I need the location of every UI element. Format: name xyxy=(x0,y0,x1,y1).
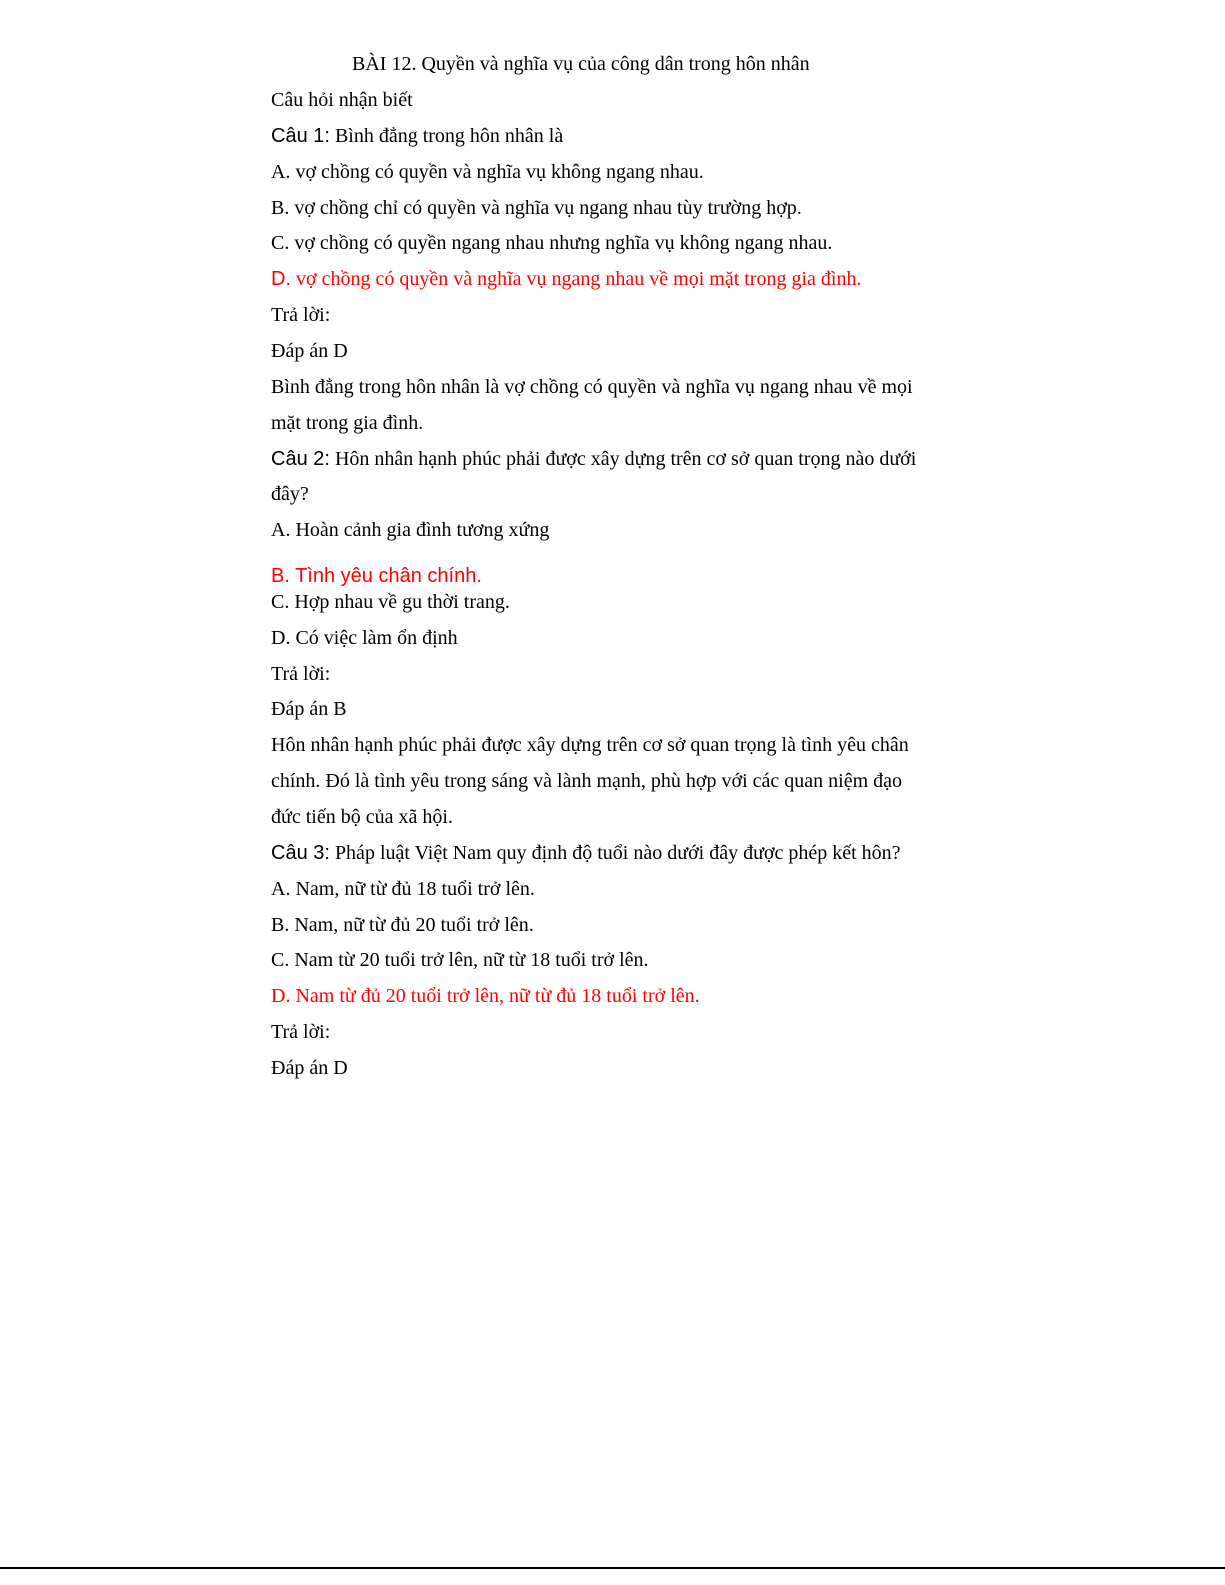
question-3-option-a: A. Nam, nữ từ đủ 18 tuổi trở lên. xyxy=(271,878,535,900)
question-2-label: Câu 2: xyxy=(271,448,330,470)
question-2-explanation-line-3: đức tiến bộ của xã hội. xyxy=(271,806,453,828)
question-3-label: Câu 3: xyxy=(271,842,330,864)
question-1-explanation-line-2: mặt trong gia đình. xyxy=(271,412,424,434)
question-3-option-b: B. Nam, nữ từ đủ 20 tuổi trở lên. xyxy=(271,914,534,936)
question-2-answer-label: Trả lời: xyxy=(271,663,331,685)
question-2-answer: Đáp án B xyxy=(271,698,347,720)
question-3 xyxy=(271,841,901,865)
page-bottom-rule xyxy=(0,1567,1225,1569)
question-3-answer-label: Trả lời: xyxy=(271,1021,331,1043)
question-2-option-c: C. Hợp nhau về gu thời trang. xyxy=(271,591,510,613)
question-2-option-d: D. Có việc làm ổn định xyxy=(271,627,458,649)
question-1-label: Câu 1: xyxy=(271,125,330,147)
section-label: Câu hỏi nhận biết xyxy=(271,89,413,111)
question-1-text: Bình đẳng trong hôn nhân là xyxy=(329,125,564,147)
question-1-explanation-line-1: Bình đẳng trong hôn nhân là vợ chồng có quyền và nghĩa vụ ngang nhau về mọi xyxy=(271,376,913,398)
question-1-option-a: A. vợ chồng có quyền và nghĩa vụ không ngang nhau. xyxy=(271,161,704,183)
question-2 xyxy=(271,447,916,471)
question-3-option-c: C. Nam từ 20 tuổi trở lên, nữ từ 18 tuổi trở lên. xyxy=(271,949,649,971)
question-1 xyxy=(271,124,563,148)
question-1-option-d-correct xyxy=(271,267,861,291)
question-1-correct-text: vợ chồng có quyền và nghĩa vụ ngang nhau về mọi mặt trong gia đình. xyxy=(291,268,862,290)
question-3-text: Pháp luật Việt Nam quy định độ tuổi nào dưới đây được phép kết hôn? xyxy=(329,842,901,864)
question-3-answer: Đáp án D xyxy=(271,1057,348,1079)
question-2-option-b-correct: B. Tình yêu chân chính. xyxy=(271,565,482,587)
page-title: BÀI 12. Quyền và nghĩa vụ của công dân trong hôn nhân xyxy=(352,53,810,75)
question-1-correct-letter: D. xyxy=(271,268,291,290)
question-1-option-c: C. vợ chồng có quyền ngang nhau nhưng nghĩa vụ không ngang nhau. xyxy=(271,232,833,254)
question-1-option-b: B. vợ chồng chỉ có quyền và nghĩa vụ ngang nhau tùy trường hợp. xyxy=(271,197,802,219)
question-2-explanation-line-1: Hôn nhân hạnh phúc phải được xây dựng trên cơ sở quan trọng là tình yêu chân xyxy=(271,734,909,756)
question-2-text-cont: đây? xyxy=(271,483,309,505)
question-2-option-a: A. Hoàn cảnh gia đình tương xứng xyxy=(271,519,550,541)
question-1-answer-label: Trả lời: xyxy=(271,304,331,326)
question-3-option-d-correct: D. Nam từ đủ 20 tuổi trở lên, nữ từ đủ 18 tuổi trở lên. xyxy=(271,985,700,1007)
question-1-answer: Đáp án D xyxy=(271,340,348,362)
question-2-explanation-line-2: chính. Đó là tình yêu trong sáng và lành mạnh, phù hợp với các quan niệm đạo xyxy=(271,770,903,792)
question-2-text: Hôn nhân hạnh phúc phải được xây dựng trên cơ sở quan trọng nào dưới xyxy=(329,448,917,470)
